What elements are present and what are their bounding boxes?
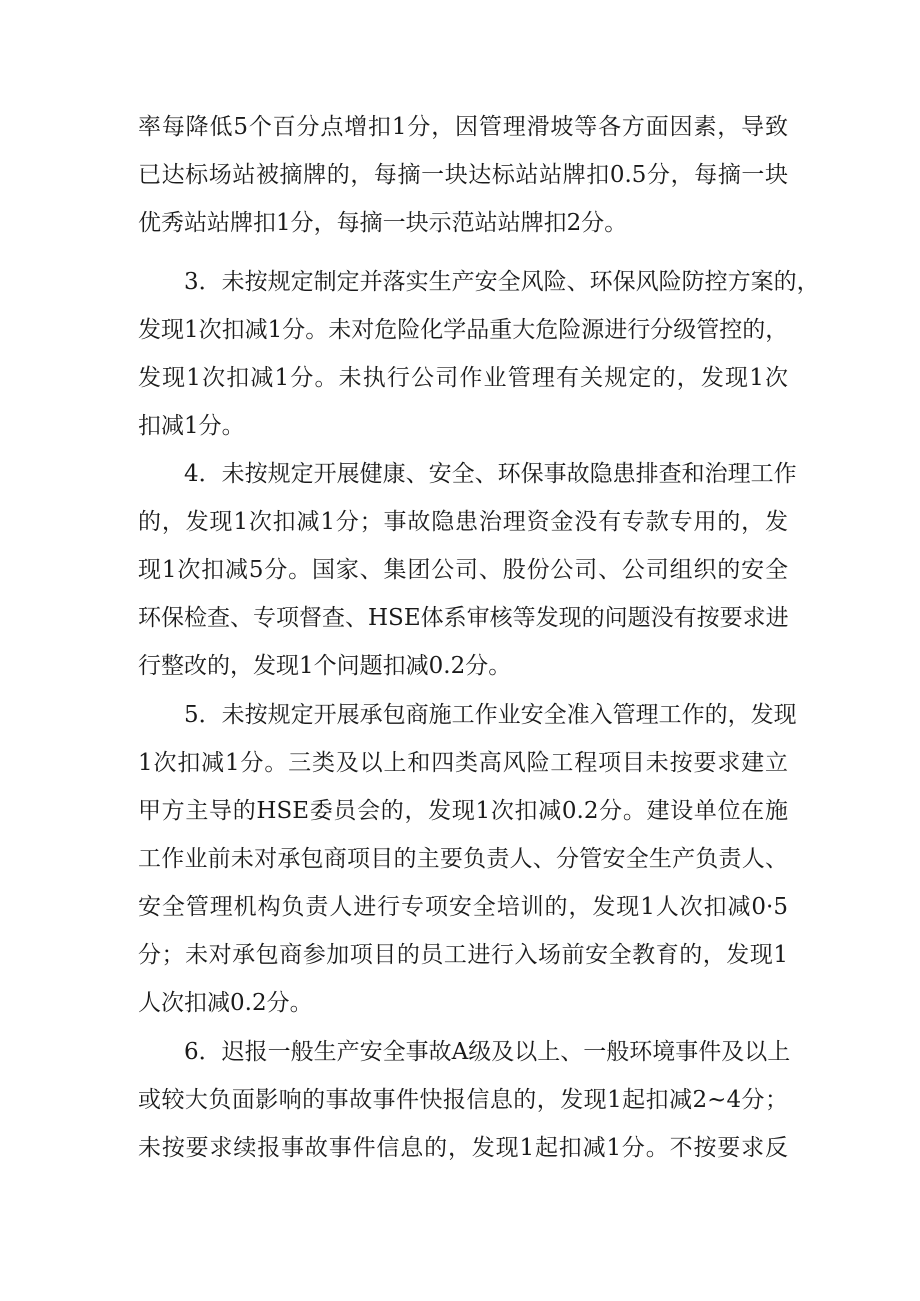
paragraph-6-line: 6．迟报一般生产安全事故A级及以上、一般环境事件及以上 <box>184 1039 791 1065</box>
text-line: 扣减1分。 <box>138 413 245 439</box>
paragraph-3-line: 3．未按规定制定并落实生产安全风险、环保风险防控方案的， <box>184 269 820 295</box>
text-line: 安全管理机构负责人进行专项安全培训的，发现1人次扣减0·5 <box>138 894 788 920</box>
text-line: 环保检查、专项督查、HSE体系审核等发现的问题没有按要求进 <box>138 605 789 631</box>
text-line: 率每降低5个百分点增扣1分，因管理滑坡等各方面因素，导致 <box>138 114 788 140</box>
text-line: 人次扣减0.2分。 <box>138 990 313 1016</box>
text-line: 现1次扣减5分。国家、集团公司、股份公司、公司组织的安全 <box>138 557 788 583</box>
text-line: 行整改的，发现1个问题扣减0.2分。 <box>138 653 512 679</box>
text-line: 未按要求续报事故事件信息的，发现1起扣减1分。不按要求反 <box>138 1135 788 1161</box>
paragraph-5-line: 5．未按规定开展承包商施工作业安全准入管理工作的，发现 <box>184 702 797 728</box>
paragraph-4-line: 4．未按规定开展健康、安全、环保事故隐患排查和治理工作 <box>184 461 797 487</box>
text-line: 发现1次扣减1分。未对危险化学品重大危险源进行分级管控的， <box>138 317 789 343</box>
text-line: 分；未对承包商参加项目的员工进行入场前安全教育的，发现1 <box>138 942 788 968</box>
text-line: 甲方主导的HSE委员会的，发现1次扣减0.2分。建设单位在施 <box>138 798 788 824</box>
text-line: 工作业前未对承包商项目的主要负责人、分管安全生产负责人、 <box>138 846 788 872</box>
text-line: 1次扣减1分。三类及以上和四类高风险工程项目未按要求建立 <box>138 750 788 776</box>
text-line: 发现1次扣减1分。未执行公司作业管理有关规定的，发现1次 <box>138 365 788 391</box>
text-line: 或较大负面影响的事故事件快报信息的，发现1起扣减2~4分； <box>138 1087 788 1113</box>
text-line: 优秀站站牌扣1分，每摘一块示范站站牌扣2分。 <box>138 210 628 236</box>
text-line: 的，发现1次扣减1分；事故隐患治理资金没有专款专用的，发 <box>138 509 788 535</box>
text-line: 已达标场站被摘牌的，每摘一块达标站站牌扣0.5分，每摘一块 <box>138 162 788 188</box>
